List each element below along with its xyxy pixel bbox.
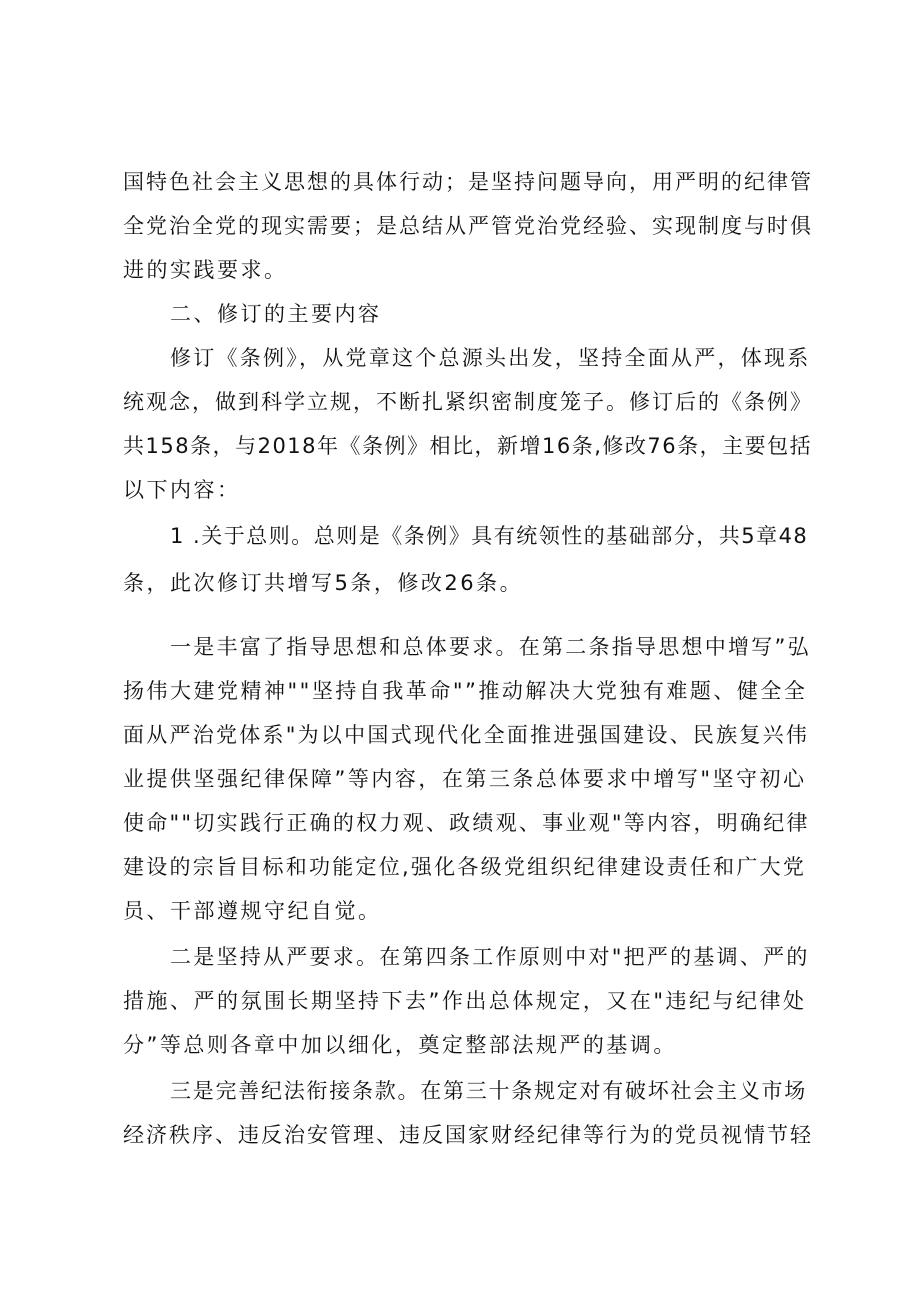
text-line: 国特色社会主义思想的具体行动；是坚持问题导向，用严明的纪律管	[123, 170, 813, 194]
text-line: 经济秩序、违反治安管理、违反国家财经纪律等行为的党员视情节轻	[123, 1123, 813, 1147]
text-line: 修订《条例》，从党章这个总源头出发，坚持全面从严，体现系	[170, 346, 811, 370]
text-line: 员、干部遵规守纪自觉。	[123, 899, 382, 923]
text-line: 面从严治党体系"为以中国式现代化全面推进强国建设、民族复兴伟	[123, 723, 810, 747]
text-line: 业提供坚强纪律保障”等内容，在第三条总体要求中增写"坚守初心	[123, 767, 807, 791]
text-line: 二是坚持从严要求。在第四条工作原则中对"把严的基调、严的	[170, 945, 810, 969]
text-line: 以下内容：	[123, 478, 241, 502]
text-line: 分”等总则各章中加以细化，奠定整部法规严的基调。	[123, 1033, 677, 1057]
text-line: 共158条，与2018年《条例》相比，新增16条,修改76条，主要包括	[123, 434, 813, 458]
text-line: 统观念，做到科学立规，不断扎紧织密制度笼子。修订后的《条例》	[123, 390, 813, 414]
text-line: 扬伟大建党精神""坚持自我革命"”推动解决大党独有难题、健全全	[123, 679, 808, 703]
text-line: 措施、严的氛围长期坚持下去”作出总体规定，又在"违纪与纪律处	[123, 989, 807, 1013]
text-line: 三是完善纪法衔接条款。在第三十条规定对有破坏社会主义市场	[170, 1079, 807, 1103]
text-line: 使命""切实践行正确的权力观、政绩观、事业观"等内容，明确纪律	[123, 811, 810, 835]
text-line: 建设的宗旨目标和功能定位,强化各级党组织纪律建设责任和广大党	[123, 855, 807, 879]
text-line: 全党治全党的现实需要；是总结从严管党治党经验、实现制度与时俱	[123, 214, 813, 238]
text-line: 一是丰富了指导思想和总体要求。在第二条指导思想中增写”弘	[170, 635, 811, 659]
text-line: 1 .关于总则。总则是《条例》具有统领性的基础部分，共5章48	[170, 524, 809, 548]
text-line: 条，此次修订共增写5条，修改26条。	[123, 571, 524, 595]
section-heading: 二、修订的主要内容	[170, 302, 382, 326]
text-line: 进的实践要求。	[123, 258, 288, 282]
